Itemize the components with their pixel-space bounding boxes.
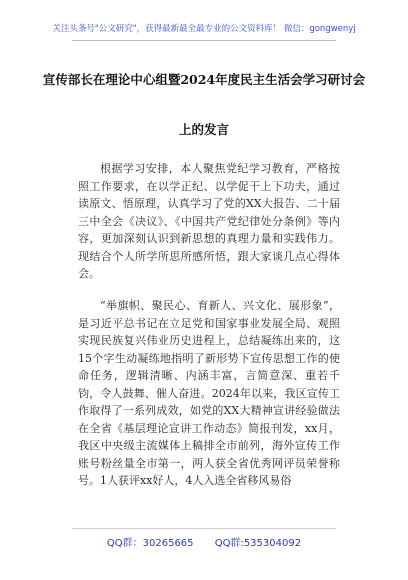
document-title: 宣传部长在理论中心组暨2024年度民主生活会学习研讨会: [42, 72, 366, 87]
header-banner: 关注头条号"公文研究"，获得最新最全最专业的公文资料库！ 微信：gongwenyj: [52, 24, 356, 34]
footer-divider: [72, 528, 336, 529]
document-title-continued: 上的发言: [178, 122, 229, 137]
body-paragraph: “举旗帜、聚民心、育新人、兴文化、展形象”，是习近平总书记在立足党和国家事业发展全局、观照实现民族复兴伟业历史进程上，总结凝练出来的，这15个字生动凝练地指明了新形势下宣传思想工作的使命任务，逻辑清晰、内涵丰富，言简意深、重若千钧，令人鼓舞、催人奋进。2024年以来，我区宣传工作取得了一系列成效，如党的XX大精神宣讲经验做法在全省《基层理论宣讲工作动态》简报刊发，xx月，我区中央级主流媒体上稿排全市前列，海外宣传工作账号粉丝量全市第一，两人获全省优秀网评员荣誉称号。1人获评xx好人，4人入选全省移风易俗: [78, 299, 340, 487]
footer-contacts: QQ群：30265665 QQ群:535304092: [106, 538, 302, 549]
header-divider: [72, 40, 336, 41]
body-paragraph: 根据学习安排，本人聚焦党纪学习教育，严格按照工作要求，在以学正纪、以学促干上下功夫，通过读原文、悟原理，认真学习了党的XX大报告、二十届三中全会《决议》、《中国共产党纪律处分条例》等内容，更加深刻认识到新思想的真理力量和实践伟力。现结合个人所学所思所感所悟，跟大家谈几点心得体会。: [78, 162, 340, 280]
